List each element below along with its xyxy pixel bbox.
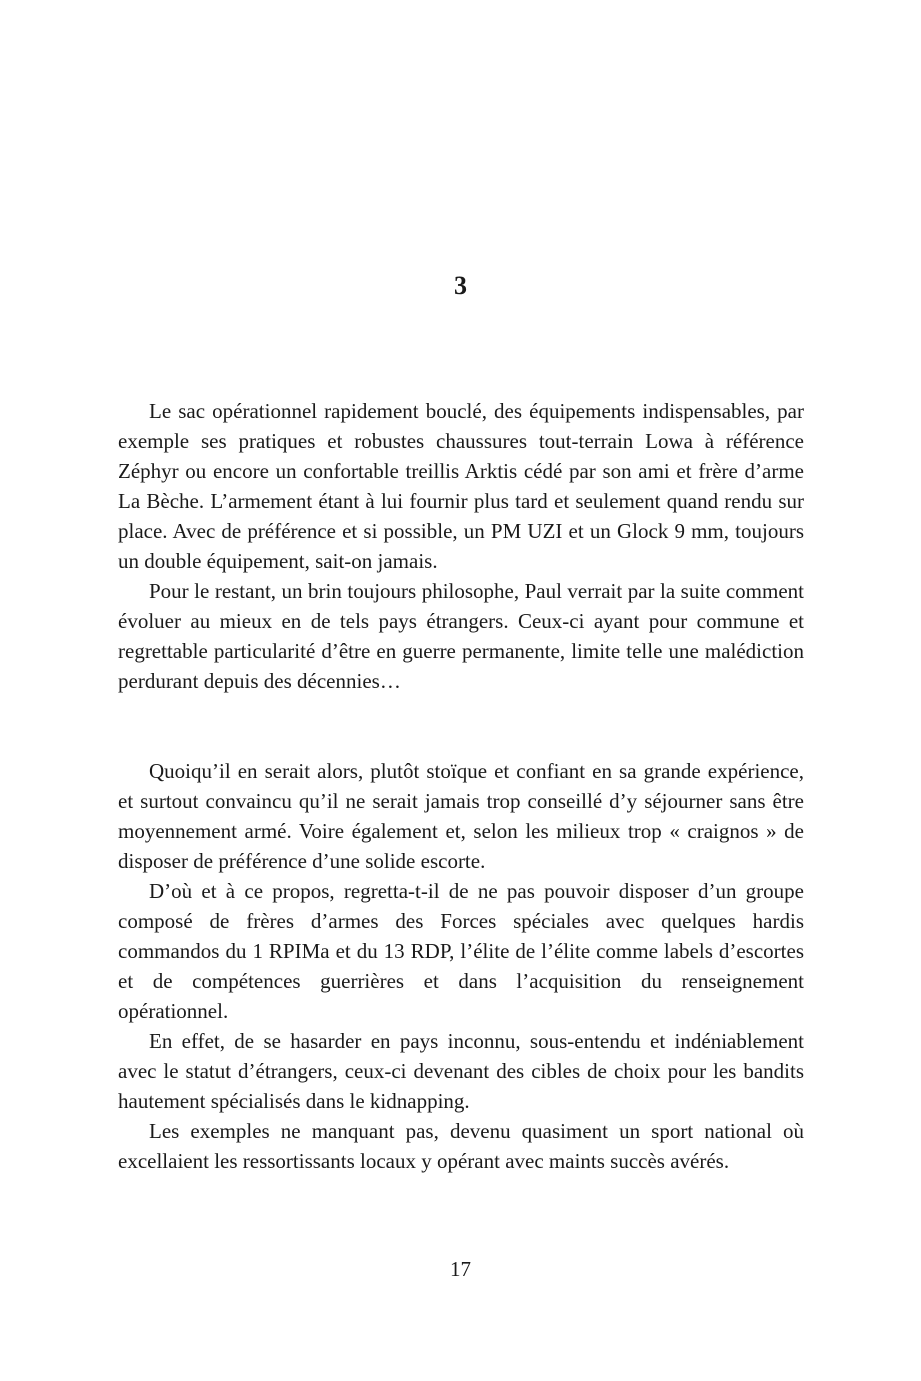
paragraph: D’où et à ce propos, regretta-t-il de ne pas pouvoir disposer d’un groupe composé de frères d’armes des Forces spéciales avec quelques hardis commandos du 1 RPIMa et du 13 RDP, l’élite de l’élite comme labels d’escortes et de compétences guerrières et dans l’acquisition du renseignement opérationnel. [118, 879, 804, 1023]
paragraph: Le sac opérationnel rapidement bouclé, des équipements indispensables, par exemple ses pratiques et robustes chaussures tout-terrain Lowa à référence Zéphyr ou encore un confortable treillis Arktis cédé par son ami et frère d’arme La Bèche. L’armement étant à lui fournir plus tard et seulement quand rendu sur place. Avec de préférence et si possible, un PM UZI et un Glock 9 mm, toujours un double équipement, sait-on jamais. [118, 399, 804, 573]
paragraph: Pour le restant, un brin toujours philosophe, Paul verrait par la suite comment évoluer au mieux en de tels pays étrangers. Ceux-ci ayant pour commune et regrettable particularité d’être en guerre permanente, limite telle une malédiction perdurant depuis des décennies… [118, 579, 804, 693]
text-section-2 [118, 756, 804, 1176]
chapter-number: 3 [454, 271, 467, 300]
paragraph: En effet, de se hasarder en pays inconnu, sous-entendu et indéniablement avec le statut d’étrangers, ceux-ci devenant des cibles de choix pour les bandits hautement spécialisés dans le kidnapping. [118, 1029, 804, 1113]
paragraph: Les exemples ne manquant pas, devenu quasiment un sport national où excellaient les ressortissants locaux y opérant avec maints succès avérés. [118, 1119, 804, 1173]
page-number: 17 [450, 1257, 471, 1281]
paragraph: Quoiqu’il en serait alors, plutôt stoïque et confiant en sa grande expérience, et surtout convaincu qu’il ne serait jamais trop conseillé d’y séjourner sans être moyennement armé. Voire également et, selon les milieux trop « craignos » de disposer de préférence d’une solide escorte. [118, 759, 804, 873]
text-section-1 [118, 396, 804, 696]
